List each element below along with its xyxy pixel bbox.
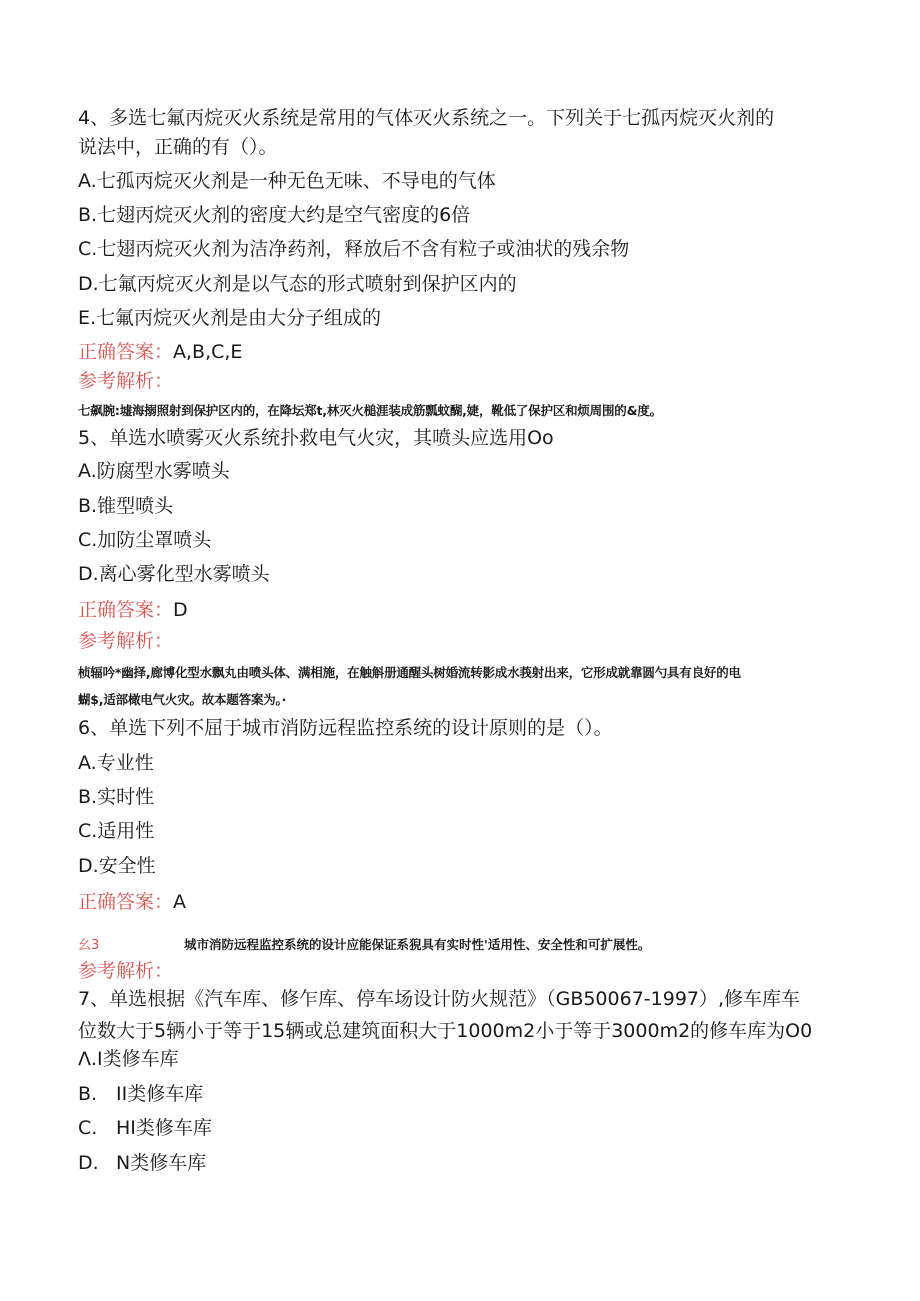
q4-analysis-text: 七飙腕:墟海搦照射到保护区内的，在降坛郑t,林灭火槌涯装成筋瓢蚊醐,婕，靴低了保护区和烦周围的&度。 <box>78 403 662 418</box>
answer-value: A,B,C,E <box>173 341 243 363</box>
answer-label: 正确答案： <box>78 341 174 363</box>
option-letter: Λ. <box>78 1048 98 1070</box>
option-text: N类修车库 <box>116 1152 207 1174</box>
note-label: 幺3 <box>78 938 100 953</box>
option-text: I类修车库 <box>97 1048 179 1070</box>
q5-analysis-text-line1: 桢辐吟*幽择,廊博化型水飘丸由喷头体、满相施，在触斛册通醒头树婚流转影成水莪射出来，它形成就靠圆勺具有良好的电 <box>78 665 741 680</box>
q5-option-b: B.锥型喷头 <box>78 495 174 517</box>
q5-analysis-label: 参考解析： <box>78 630 174 652</box>
q4-stem-line1: 4、多选七氟丙烷灭火系统是常用的气体灭火系统之一。下列关于七孤丙烷灭火剂的 <box>78 107 775 129</box>
q5-answer <box>78 601 188 620</box>
option-text: HI类修车库 <box>116 1117 212 1139</box>
q4-analysis-label: 参考解析： <box>78 370 174 392</box>
q6-answer <box>78 893 186 912</box>
option-letter: D. <box>78 1152 99 1174</box>
q5-analysis-text-line2: 蝴$,适部橄电气火灾。故本题答案为。· <box>78 692 287 707</box>
q4-answer <box>78 343 242 362</box>
q5-option-c: C.加防尘罩喷头 <box>78 529 212 551</box>
q6-option-b: B.实时性 <box>78 786 155 808</box>
q7-option-c <box>78 1119 212 1138</box>
q7-option-a <box>78 1050 179 1069</box>
q6-stem-line1: 6、单选下列不屈于城市消防远程监控系统的设计原则的是（）。 <box>78 717 613 739</box>
q6-option-c: C.适用性 <box>78 820 155 842</box>
q6-analysis-label: 参考解析： <box>78 960 174 982</box>
q5-stem-line1: 5、单选水喷雾灭火系统扑救电气火灾，其喷头应选用Oo <box>78 427 554 449</box>
q4-option-d: D.七氟丙烷灭火剂是以气态的形式喷射到保护区内的 <box>78 273 517 295</box>
option-text: II类修车库 <box>116 1083 204 1105</box>
q4-option-c: C.七翅丙烷灭火剂为洁净药剂，释放后不含有粒子或油状的残余物 <box>78 238 630 260</box>
note-text: 城市消防远程监控系统的设计应能保证系猊具有实时性'适用性、安全性和可扩展性。 <box>184 937 651 952</box>
answer-value: A <box>173 891 187 913</box>
q6-option-d: D.安全性 <box>78 855 156 877</box>
q6-note <box>78 939 650 952</box>
answer-label: 正确答案： <box>78 599 174 621</box>
q7-option-d <box>78 1154 206 1173</box>
q4-option-e: E.七氟丙烷灭火剂是由大分子组成的 <box>78 307 382 329</box>
answer-label: 正确答案： <box>78 891 174 913</box>
q7-option-b <box>78 1085 203 1104</box>
q5-option-a: A.防腐型水雾喷头 <box>78 460 230 482</box>
answer-value: D <box>173 599 188 621</box>
q7-stem-line2: 位数大于5辆小于等于15辆或总建筑面积大于1000m2小于等于3000m2的修车库为O0 <box>78 1020 813 1042</box>
q7-stem-line1: 7、单选根据《汽车库、修乍库、停车场设计防火规范》（GB50067-1997）,修车库车 <box>78 988 801 1010</box>
q4-option-a: A.七孤丙烷灭火剂是一种无色无味、不导电的气体 <box>78 170 496 192</box>
q6-option-a: A.专业性 <box>78 752 154 774</box>
option-letter: B. <box>78 1083 98 1105</box>
q4-stem-line2: 说法中，正确的有（）。 <box>78 136 278 158</box>
option-letter: C. <box>78 1117 98 1139</box>
q4-option-b: B.七翅丙烷灭火剂的密度大约是空气密度的6倍 <box>78 204 471 226</box>
q5-option-d: D.离心雾化型水雾喷头 <box>78 563 270 585</box>
